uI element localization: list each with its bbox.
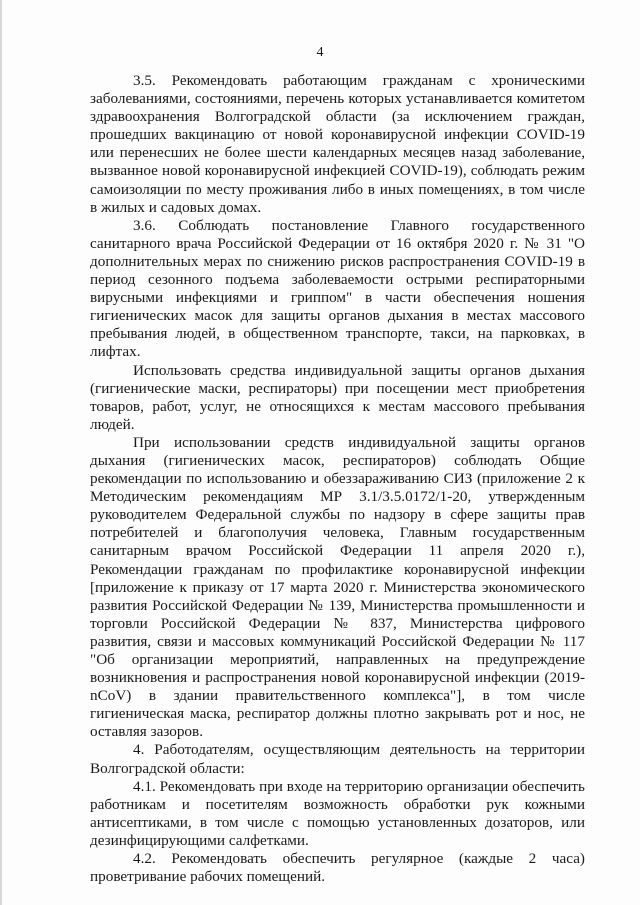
scan-edge [0,0,2,905]
page-number: 4 [316,45,324,60]
paragraph-3-5: 3.5. Рекомендовать работающим гражданам с хроническими заболеваниями, состояниями, перечень которых устанавливается комитетом здравоохранения Волгоградской области (за исключением граждан, прошедших вакцинацию от новой коронавирусной инфекции COVID-19 или перенесших не более шести календарных месяцев назад заболевание, вызванное новой коронавирусной инфекцией COVID-19), соблюдать режим самоизоляции по месту проживания либо в иных помещениях, в том числе в жилых и садовых домах. [90,72,585,216]
paragraph-4: 4. Работодателям, осуществляющим деятельность на территории Волгоградской области: [90,741,585,777]
paragraph-4-2: 4.2. Рекомендовать обеспечить регулярное (каждые 2 часа) проветривание рабочих помещений. [90,850,585,886]
paragraph-3-6: 3.6. Соблюдать постановление Главного государственного санитарного врача Российской Федерации от 16 октября 2020 г. № 31 "О дополнительных мерах по снижению рисков распространения COVID-19 в период сезонного подъема заболеваемости острыми респираторными вирусными инфекциями и гриппом" в части обеспечения ношения гигиенических масок для защиты органов дыхания в местах массового пребывания людей, в общественном транспорте, такси, на парковках, в лифтах. [90,216,585,361]
document-body [90,72,585,886]
paragraph-ppe-recommendations: При использовании средств индивидуальной защиты органов дыхания (гигиенических масок, респираторов) соблюдать Общие рекомендации по использованию и обеззараживанию СИЗ (приложение 2 к Методическим рекомендациям МР 3.1/3.5.0172/1-20, утвержденным руководителем Федеральной службы по надзору в сфере защиты прав потребителей и благополучия человека, Главным государственным санитарным врачом Российской Федерации 11 апреля 2020 г.), Рекомендации гражданам по профилактике коронавирусной инфекции [приложение к приказу от 17 марта 2020 г. Министерства экономического развития Российской Федерации № 139, Министерства промышленности и торговли Российской Федерации № 837, Министерства цифрового развития, связи и массовых коммуникаций Российской Федерации № 117 "Об организации мероприятий, направленных на предупреждение возникновения и распространения новой коронавирусной инфекции (2019-nCoV) в здании правительственного комплекса"], в том числе гигиеническая маска, респиратор должны плотно закрывать рот и нос, не оставляя зазоров. [90,433,585,741]
paragraph-ppe-usage: Использовать средства индивидуальной защиты органов дыхания (гигиенические маски, респираторы) при посещении мест приобретения товаров, работ, услуг, не относящихся к местам массового пребывания людей. [90,361,585,433]
paragraph-4-1: 4.1. Рекомендовать при входе на территорию организации обеспечить работникам и посетителям возможность обработки рук кожными антисептиками, в том числе с помощью установленных дозаторов, или дезинфицирующими салфетками. [90,777,585,849]
